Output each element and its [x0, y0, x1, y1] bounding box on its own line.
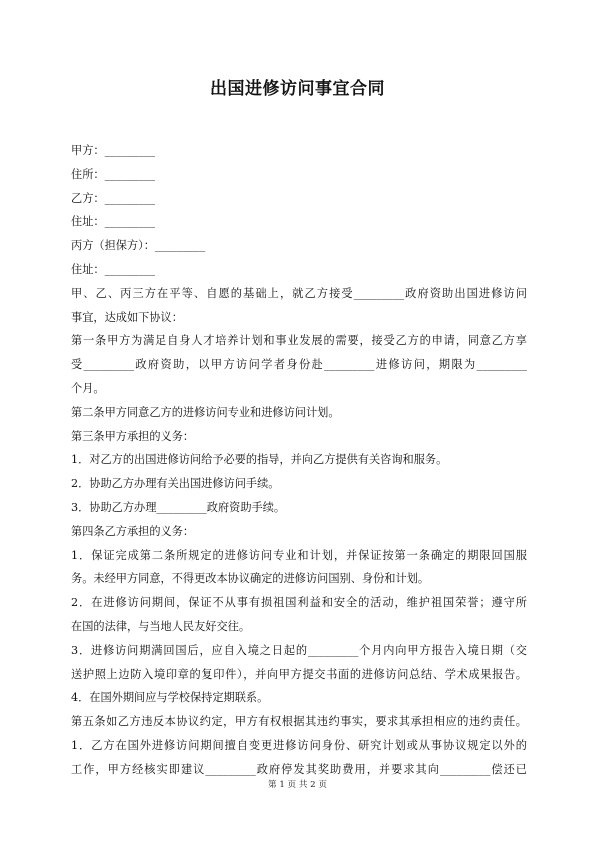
- article-4-item-4: 4．在国外期间应与学校保持定期联系。: [71, 691, 269, 705]
- article-5-heading: 第五条如乙方违反本协议约定，甲方有权根据其违约事实，要求其承担相应的违约责任。: [71, 715, 527, 729]
- article-1-line-3: 个月。: [71, 381, 105, 395]
- document-title: 出国进修访问事宜合同: [210, 79, 385, 99]
- article-4-item-1-line-1: 1．保证完成第二条所规定的进修访问专业和计划，并保证按第一条确定的期限回国服: [71, 548, 527, 562]
- preamble-line-1: 甲、乙、丙三方在平等、自愿的基础上，就乙方接受_________政府资助出国进修访问: [71, 286, 527, 300]
- article-3-item-1: 1．对乙方的出国进修访问给予必要的指导，并向乙方提供有关咨询和服务。: [71, 453, 448, 467]
- preamble-line-2: 事宜，达成如下协议：: [71, 310, 183, 324]
- article-3-item-2: 2．协助乙方办理有关出国进修访问手续。: [71, 477, 280, 491]
- party-c-line: 丙方（担保方）：_________: [71, 239, 206, 253]
- page-footer: 第 1 页 共 2 页: [268, 780, 327, 790]
- article-3-heading: 第三条甲方承担的义务：: [71, 429, 195, 443]
- article-1-line-1: 第一条甲方为满足自身人才培养计划和事业发展的需要，接受乙方的申请，同意乙方享: [71, 334, 527, 348]
- article-4-item-2-line-1: 2．在进修访问期间，保证不从事有损祖国利益和安全的活动，维护祖国荣誉；遵守所: [71, 596, 527, 610]
- article-1-line-2: 受_________政府资助，以甲方访问学者身份赴_________进修访问，期限为_________: [71, 358, 527, 372]
- article-3-item-3: 3．协助乙方办理_________政府资助手续。: [71, 500, 286, 514]
- article-4-item-1-line-2: 务。未经甲方同意，不得更改本协议确定的进修访问国别、身份和计划。: [71, 572, 430, 586]
- article-4-item-3-line-1: 3．进修访问期满回国后，应自入境之日起的_________个月内向甲方报告入境日期（交: [71, 643, 527, 657]
- article-4-heading: 第四条乙方承担的义务：: [71, 524, 195, 538]
- article-5-item-1-line-1: 1．乙方在国外进修访问期间擅自变更进修访问身份、研究计划或从事协议规定以外的: [71, 738, 527, 752]
- article-5-item-1-line-2: 工作，甲方经核实即建议_________政府停发其奖助费用，并要求其向_________偿还已: [71, 762, 527, 776]
- party-c-address-line: 住址：_________: [71, 262, 155, 276]
- article-2-line: 第二条甲方同意乙方的进修访问专业和进修访问计划。: [71, 405, 340, 419]
- document-body: [71, 139, 527, 782]
- party-b-address-line: 住址：_________: [71, 215, 155, 229]
- article-4-item-2-line-2: 在国的法律，与当地人民友好交往。: [71, 619, 251, 633]
- party-b-line: 乙方：_________: [71, 191, 155, 205]
- party-a-address-line: 住所：_________: [71, 167, 155, 181]
- article-4-item-3-line-2: 送护照上边防入境印章的复印件），并向甲方提交书面的进修访问总结、学术成果报告。: [71, 667, 527, 681]
- party-a-line: 甲方：_________: [71, 144, 155, 157]
